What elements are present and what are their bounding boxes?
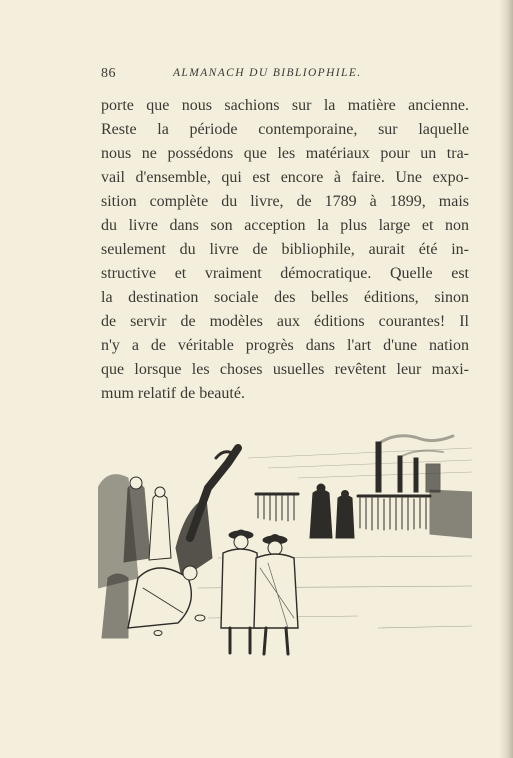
page-number: 86 (101, 66, 116, 81)
text-line: que lorsque les choses usuelles revêtent leur maxi- (101, 361, 469, 378)
text-line: nous ne possédons que les matériaux pour un tra- (101, 145, 469, 162)
text-line: n'y a de véritable progrès dans l'art d'une nation (101, 337, 469, 354)
book-spine-shadow (499, 0, 513, 758)
body-paragraph (101, 94, 469, 406)
text-line: structive et vraiment démocratique. Quelle est (101, 265, 469, 282)
text-line: porte que nous sachions sur la matière ancienne. (101, 97, 469, 114)
text-line: vail d'ensemble, qui est encore à faire. Une expo- (101, 169, 469, 186)
crowd-left (98, 448, 238, 638)
soldiers-line (256, 490, 472, 538)
foreground-men (221, 530, 298, 654)
text-line: de servir de modèles aux éditions courantes! Il (101, 313, 469, 330)
text-line: la destination sociale des belles éditions, sinon (101, 289, 469, 306)
text-line: Reste la période contemporaine, sur laquelle (101, 121, 469, 138)
text-line: seulement du livre de bibliophile, aurait été in- (101, 241, 469, 258)
text-line: du livre dans son acception la plus large et non (101, 217, 469, 234)
officers-group (310, 484, 354, 538)
text-line: mum relatif de beauté. (101, 385, 245, 402)
factory-chimneys (376, 436, 453, 492)
running-title: ALMANACH DU BIBLIOPHILE. (173, 67, 362, 79)
engraving-illustration (98, 428, 472, 658)
text-line: sition complète du livre, de 1789 à 1899, mais (101, 193, 469, 210)
